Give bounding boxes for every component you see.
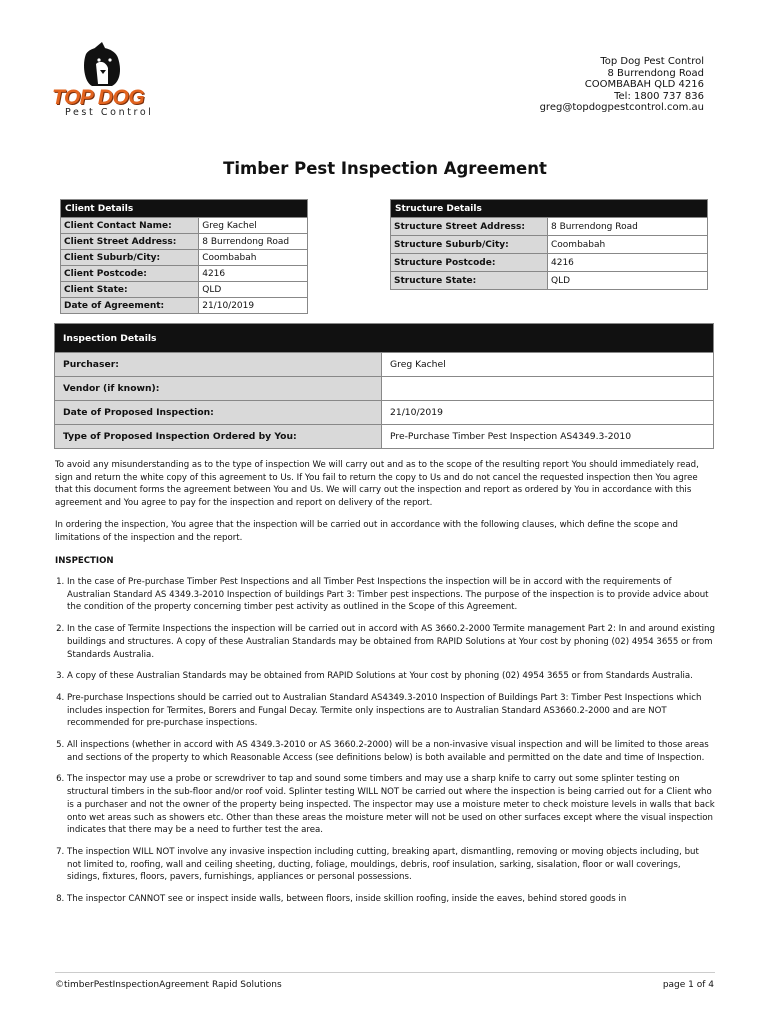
field-label: Vendor (if known): xyxy=(55,377,382,401)
list-item: 1. In the case of Pre-purchase Timber Pest Inspections and all Timber Pest Inspections the inspection will be in accord with the requirements of Australian Standard AS 4349.3-2010 Inspection of buildings Part 3: Timber pest inspections. The purpose of the inspection is to provide advice about the condition of the property concerning timber pest activity as outlined in the Scope of this Agreement. xyxy=(67,576,715,614)
table-row xyxy=(55,377,714,401)
list-item: 5. All inspections (whether in accord with AS 4349.3-2010 or AS 3660.2-2000) will be a non-invasive visual inspection and will be limited to those areas and sections of the property to which Reasonable Access (see definitions below) is both available and permitted on the date and time of Inspection. xyxy=(67,739,715,764)
list-item: 6. The inspector may use a probe or screwdriver to tap and sound some timbers and may use a sharp knife to carry out some splinter testing on structural timbers in the sub-floor and/or roof void. Splinter testing WILL NOT be carried out where the inspection is being carried out for a Client who is a purchaser and not the owner of the property being inspected. The inspector may use a moisture meter to check moisture levels in walls that back onto wet areas such as showers etc. Other than these areas the moisture meter will not be used on other surfaces except where the visual inspection indicates that there may be a need to further test the area. xyxy=(67,773,715,837)
field-label: Structure Postcode: xyxy=(391,254,548,272)
list-item: 4. Pre-purchase Inspections should be carried out to Australian Standard AS4349.3-2010 Inspection of Buildings Part 3: Timber Pest Inspections which includes inspection for Termites, Borers and Fungal Decay. Termite only inspections are to Australian Standard AS3660.2-2000 and are NOT recommended for pre-purchase inspections. xyxy=(67,692,715,730)
inspection-details-heading: Inspection Details xyxy=(55,324,714,353)
client-street-address: 8 Burrendong Road xyxy=(199,234,308,250)
field-label: Type of Proposed Inspection Ordered by You: xyxy=(55,425,382,449)
table-row xyxy=(61,266,308,282)
intro-section-2 xyxy=(55,519,715,544)
company-street: 8 Burrendong Road xyxy=(607,67,704,79)
inspection-date-value: 21/10/2019 xyxy=(382,401,714,425)
list-item: 8. The inspector CANNOT see or inspect inside walls, between floors, inside skillion roofing, inside the eaves, behind stored goods in xyxy=(67,893,715,906)
section-heading: INSPECTION xyxy=(55,556,114,566)
structure-postcode: 4216 xyxy=(548,254,708,272)
table-row xyxy=(391,254,708,272)
structure-state: QLD xyxy=(548,272,708,290)
table-row xyxy=(61,282,308,298)
table-row xyxy=(391,236,708,254)
company-email[interactable]: greg@topdogpestcontrol.com.au xyxy=(539,102,704,114)
structure-details-table xyxy=(390,199,708,290)
inspection-type-value: Pre-Purchase Timber Pest Inspection AS4349.3-2010 xyxy=(382,425,714,449)
table-row xyxy=(55,401,714,425)
client-details-table xyxy=(60,199,308,314)
field-label: Date of Proposed Inspection: xyxy=(55,401,382,425)
structure-details-heading: Structure Details xyxy=(391,200,708,218)
table-row xyxy=(61,298,308,314)
company-address xyxy=(540,56,704,114)
structure-street-address: 8 Burrendong Road xyxy=(548,218,708,236)
client-postcode: 4216 xyxy=(199,266,308,282)
document-title: Timber Pest Inspection Agreement xyxy=(223,159,547,178)
field-label: Client Street Address: xyxy=(61,234,199,250)
date-of-agreement: 21/10/2019 xyxy=(199,298,308,314)
purchaser-value: Greg Kachel xyxy=(382,353,714,377)
logo-tagline: Pest Control xyxy=(65,107,154,118)
field-label: Purchaser: xyxy=(55,353,382,377)
list-item: 2. In the case of Termite Inspections the inspection will be carried out in accord with AS 3660.2-2000 Termite management Part 2: In and around existing buildings and structures. A copy of these Australian Standards may be obtained from RAPID Solutions at Your cost by phoning (02) 4954 3655 or from Standards Australia. xyxy=(67,623,715,661)
field-label: Structure Suburb/City: xyxy=(391,236,548,254)
page-number: page 1 of 4 xyxy=(662,980,714,990)
field-label: Structure Street Address: xyxy=(391,218,548,236)
intro-section xyxy=(55,459,715,510)
field-label: Structure State: xyxy=(391,272,548,290)
client-details-heading: Client Details xyxy=(61,200,308,218)
intro-paragraph: In ordering the inspection, You agree that the inspection will be carried out in accordance with the following clauses, which define the scope and limitations of the inspection and the report. xyxy=(55,520,678,543)
list-item: 3. A copy of these Australian Standards may be obtained from RAPID Solutions at Your cost by phoning (02) 4954 3655 or from Standards Australia. xyxy=(67,670,715,683)
table-row xyxy=(391,272,708,290)
client-contact-name: Greg Kachel xyxy=(199,218,308,234)
table-row xyxy=(61,218,308,234)
logo-brand: TOP DOG xyxy=(52,86,145,109)
field-label: Client Contact Name: xyxy=(61,218,199,234)
table-row xyxy=(61,234,308,250)
list-item: 7. The inspection WILL NOT involve any invasive inspection including cutting, breaking apart, dismantling, removing or moving objects including, but not limited to, roofing, wall and ceiling sheeting, ducting, foliage, mouldings, debris, roof insulation, sarking, sisalation, floor or wall coverings, sidings, fixtures, floors, pavers, furnishings, appliances or personal possessions. xyxy=(67,846,715,884)
field-label: Client State: xyxy=(61,282,199,298)
field-label: Client Suburb/City: xyxy=(61,250,199,266)
company-locality: COOMBABAH QLD 4216 xyxy=(584,79,704,91)
table-row xyxy=(391,218,708,236)
intro-paragraph: To avoid any misunderstanding as to the type of inspection We will carry out and as to the scope of the resulting report You should immediately read, sign and return the white copy of this agreement to Us. If You fail to return the copy to Us and do not cancel the requested inspection then You agree that this document forms the agreement between You and Us. We will carry out the inspection and report as ordered by You in accordance with this agreement and You agree to pay for the inspection and report on delivery of the report. xyxy=(55,460,699,509)
footer-copyright: ©timberPestInspectionAgreement Rapid Solutions xyxy=(55,980,282,990)
vendor-value xyxy=(382,377,714,401)
structure-suburb: Coombabah xyxy=(548,236,708,254)
table-row xyxy=(55,425,714,449)
table-row xyxy=(55,353,714,377)
table-row xyxy=(61,250,308,266)
inspection-details-table xyxy=(54,323,714,449)
client-suburb: Coombabah xyxy=(199,250,308,266)
footer-divider xyxy=(55,972,715,973)
client-state: QLD xyxy=(199,282,308,298)
field-label: Client Postcode: xyxy=(61,266,199,282)
company-phone: Tel: 1800 737 836 xyxy=(614,90,704,102)
company-name: Top Dog Pest Control xyxy=(600,56,704,67)
field-label: Date of Agreement: xyxy=(61,298,199,314)
clause-list xyxy=(55,576,715,915)
